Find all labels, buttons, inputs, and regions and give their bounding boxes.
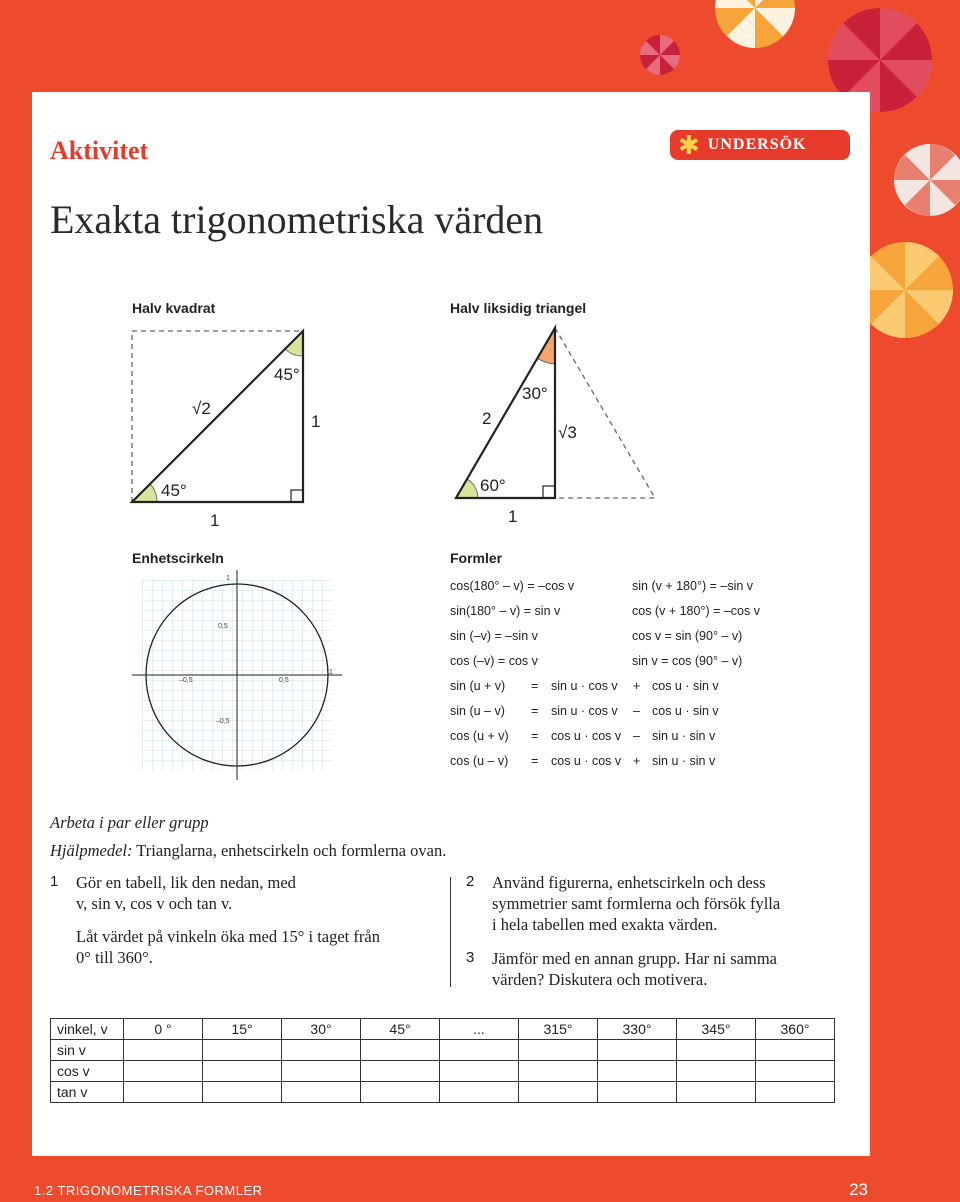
angle-top-label: 45°: [274, 365, 300, 384]
addition-op: +: [633, 679, 641, 693]
work-mode: Arbeta i par eller grupp: [50, 813, 209, 832]
table-header-cell: ...: [440, 1019, 519, 1040]
table-cell[interactable]: [598, 1082, 677, 1103]
table-cell[interactable]: [440, 1061, 519, 1082]
table-row: [51, 1082, 835, 1103]
footer-section: 1.2 TRIGONOMETRISKA FORMLER: [34, 1183, 263, 1198]
table-header-cell: vinkel, v: [51, 1019, 124, 1040]
table-cell[interactable]: [440, 1082, 519, 1103]
unit-circle-figure: [132, 570, 342, 780]
row-label: sin v: [51, 1040, 124, 1061]
task-line: Gör en tabell, lik den nedan, med: [76, 873, 296, 892]
task-line: Låt värdet på vinkeln öka med 15° i taget från: [76, 927, 380, 946]
table-cell[interactable]: [677, 1061, 756, 1082]
half-square-heading: Halv kvadrat: [132, 300, 216, 316]
unit-circle-heading: Enhetscirkeln: [132, 550, 224, 566]
explore-badge: [670, 130, 850, 160]
formula-left-2: sin(180° – v) = sin v: [450, 604, 561, 618]
side-bottom-label: 1: [508, 507, 518, 526]
task-line: 0° till 360°.: [76, 948, 153, 967]
asterisk-icon: ✱: [678, 130, 700, 160]
table-cell[interactable]: [124, 1040, 203, 1061]
table-cell[interactable]: [282, 1040, 361, 1061]
task-line: v, sin v, cos v och tan v.: [76, 894, 233, 913]
table-cell[interactable]: [361, 1082, 440, 1103]
tick-label: 0,5: [279, 677, 289, 684]
addition-term-b: sin u · sin v: [652, 754, 716, 768]
addition-term-a: sin u · cos v: [551, 704, 618, 718]
angle-top-label: 30°: [522, 384, 548, 403]
table-header-cell: 30°: [282, 1019, 361, 1040]
table-cell[interactable]: [677, 1082, 756, 1103]
task-number: 3: [466, 949, 475, 966]
addition-op: –: [633, 704, 640, 718]
formula-right-4: sin v = cos (90° – v): [632, 654, 743, 668]
formula-left-1: cos(180° – v) = –cos v: [450, 579, 575, 593]
tick-label: –0,5: [179, 677, 193, 684]
table-header-cell: 45°: [361, 1019, 440, 1040]
addition-term-a: cos u · cos v: [551, 729, 622, 743]
table-cell[interactable]: [756, 1040, 835, 1061]
table-cell[interactable]: [361, 1061, 440, 1082]
table-cell[interactable]: [677, 1040, 756, 1061]
task-number: 2: [466, 873, 475, 890]
formula-right-1: sin (v + 180°) = –sin v: [632, 579, 754, 593]
task-line: Använd figurerna, enhetscirkeln och dess: [492, 873, 766, 892]
badge-label: UNDERSÖK: [707, 136, 807, 153]
tick-label: 0,5: [218, 623, 228, 630]
table-cell[interactable]: [124, 1082, 203, 1103]
hyp-label: 2: [482, 409, 492, 428]
table-cell[interactable]: [361, 1040, 440, 1061]
table-header-cell: 0 °: [124, 1019, 203, 1040]
table-header-cell: 330°: [598, 1019, 677, 1040]
task-number: 1: [50, 873, 59, 890]
tools-text: Trianglarna, enhetscirkeln och formlerna ovan.: [132, 841, 447, 860]
side-right-label: 1: [311, 412, 321, 431]
addition-lhs: cos (u – v): [450, 754, 509, 768]
activity-label: Aktivitet: [50, 136, 149, 165]
trig-values-table: [50, 1018, 835, 1103]
tick-label: 1: [226, 575, 230, 582]
page-card: [32, 92, 870, 1156]
tools-line: [50, 840, 446, 861]
task-line: i hela tabellen med exakta värden.: [492, 915, 718, 934]
row-label: tan v: [51, 1082, 124, 1103]
table-header-cell: 345°: [677, 1019, 756, 1040]
tick-label: 1: [329, 669, 333, 676]
page-number: 23: [849, 1180, 868, 1199]
angle-bottom-label: 60°: [480, 476, 506, 495]
addition-eq: =: [531, 679, 539, 693]
side-bottom-label: 1: [210, 511, 220, 530]
half-square-figure: [127, 326, 321, 536]
table-cell[interactable]: [440, 1040, 519, 1061]
task-2-text: [492, 872, 780, 935]
table-cell[interactable]: [519, 1040, 598, 1061]
formula-left-4: cos (–v) = cos v: [450, 654, 538, 668]
table-cell[interactable]: [756, 1061, 835, 1082]
side-right-label: √3: [558, 423, 577, 442]
table-cell[interactable]: [282, 1061, 361, 1082]
table-cell[interactable]: [756, 1082, 835, 1103]
table-cell[interactable]: [519, 1061, 598, 1082]
addition-op: +: [633, 754, 641, 768]
table-cell[interactable]: [124, 1061, 203, 1082]
addition-eq: =: [531, 754, 539, 768]
angle-bottom-label: 45°: [161, 481, 187, 500]
table-cell[interactable]: [598, 1061, 677, 1082]
hyp-label: √2: [192, 399, 211, 418]
addition-term-b: cos u · sin v: [652, 704, 719, 718]
formulas-heading: Formler: [450, 550, 503, 566]
addition-eq: =: [531, 704, 539, 718]
page-title: Exakta trigonometriska värden: [50, 197, 544, 242]
addition-op: –: [633, 729, 640, 743]
addition-term-a: sin u · cos v: [551, 679, 618, 693]
task-line: värden? Diskutera och motivera.: [492, 970, 708, 989]
task-line: symmetrier samt formlerna och försök fylla: [492, 894, 781, 913]
addition-term-a: cos u · cos v: [551, 754, 622, 768]
table-cell[interactable]: [282, 1082, 361, 1103]
table-cell[interactable]: [203, 1061, 282, 1082]
table-header-cell: 15°: [203, 1019, 282, 1040]
half-equilateral-heading: Halv liksidig triangel: [450, 300, 587, 316]
column-divider: [450, 877, 451, 987]
table-row: [51, 1040, 835, 1061]
table-row: [51, 1019, 835, 1040]
addition-term-b: cos u · sin v: [652, 679, 719, 693]
table-cell[interactable]: [203, 1040, 282, 1061]
row-label: cos v: [51, 1061, 124, 1082]
half-equilateral-figure: [450, 326, 670, 536]
formula-right-3: cos v = sin (90° – v): [632, 629, 743, 643]
formula-right-2: cos (v + 180°) = –cos v: [632, 604, 760, 618]
table-header-cell: 360°: [756, 1019, 835, 1040]
table-cell[interactable]: [519, 1082, 598, 1103]
table-cell[interactable]: [203, 1082, 282, 1103]
addition-lhs: cos (u + v): [450, 729, 509, 743]
tick-label: –0,5: [216, 718, 230, 725]
addition-lhs: sin (u + v): [450, 679, 506, 693]
addition-lhs: sin (u – v): [450, 704, 505, 718]
table-header-cell: 315°: [519, 1019, 598, 1040]
table-row: [51, 1061, 835, 1082]
tools-label: Hjälpmedel:: [50, 841, 133, 860]
addition-term-b: sin u · sin v: [652, 729, 716, 743]
task-1-text: [76, 872, 380, 968]
table-cell[interactable]: [598, 1040, 677, 1061]
task-line: Jämför med en annan grupp. Har ni samma: [492, 949, 777, 968]
formula-left-3: sin (–v) = –sin v: [450, 629, 538, 643]
task-3-text: [492, 948, 777, 990]
addition-eq: =: [531, 729, 539, 743]
